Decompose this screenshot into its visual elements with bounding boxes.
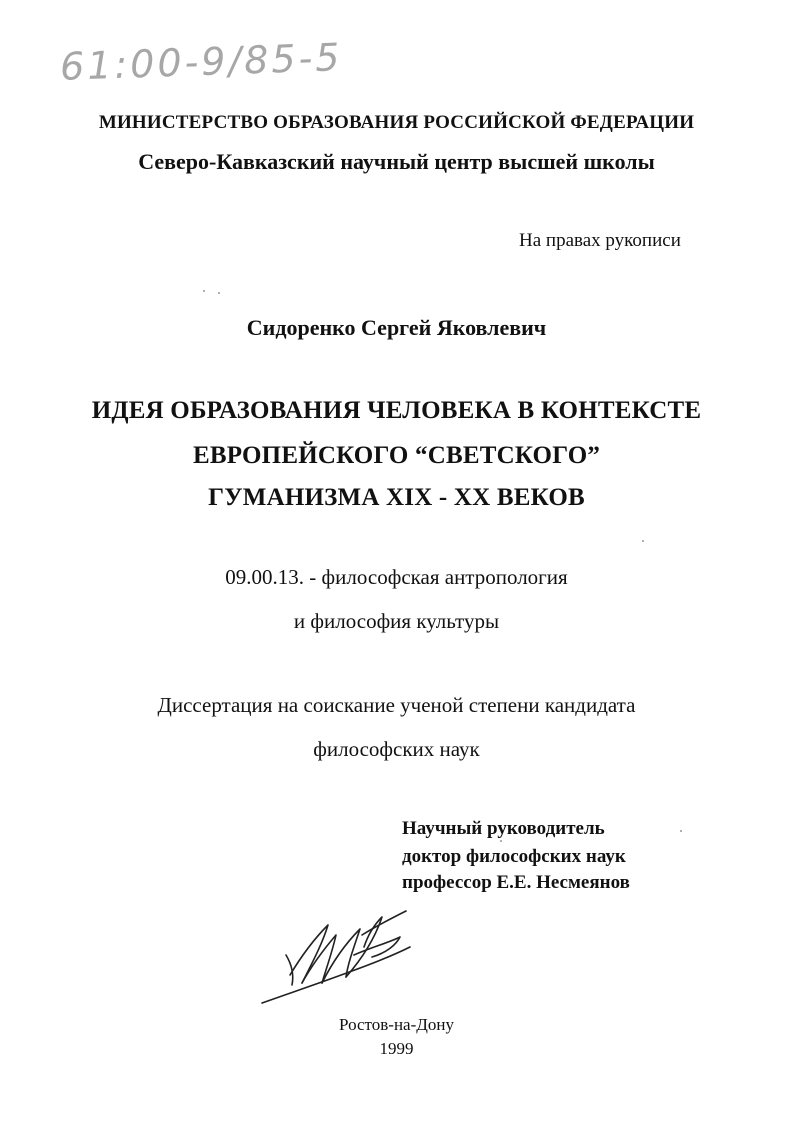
ministry-heading: МИНИСТЕРСТВО ОБРАЗОВАНИЯ РОССИЙСКОЙ ФЕДЕРАЦИИ [98,112,695,133]
author-name: Сидоренко Сергей Яковлевич [246,315,547,340]
scan-speck [218,292,220,294]
title-line-1: ИДЕЯ ОБРАЗОВАНИЯ ЧЕЛОВЕКА В КОНТЕКСТЕ [91,397,702,424]
handwritten-signature [250,895,420,1010]
specialty-line-1: 09.00.13. - философская антропология [225,565,568,589]
city: Ростов-на-Дону [339,1015,454,1034]
degree-line-1: Диссертация на соискание ученой степени кандидата [157,693,636,717]
supervisor-role: Научный руководитель [402,818,605,839]
supervisor-name: профессор Е.Е. Несмеянов [402,872,630,893]
scan-speck [680,830,682,832]
archive-pencil-mark: 61:00-9/85-5 [59,35,344,89]
title-line-3: ГУМАНИЗМА XIX - XX ВЕКОВ [208,484,585,511]
supervisor-degree: доктор философских наук [402,846,626,867]
specialty-line-2: и философия культуры [293,609,500,633]
year: 1999 [379,1039,414,1058]
scan-speck [642,540,644,542]
degree-line-2: философских наук [313,737,480,761]
institution-name: Северо-Кавказский научный центр высшей школы [138,149,655,174]
rights-note: На правах рукописи [519,230,681,251]
scan-speck [500,840,502,842]
scan-speck [203,290,205,292]
title-line-2: ЕВРОПЕЙСКОГО “СВЕТСКОГО” [192,442,601,469]
